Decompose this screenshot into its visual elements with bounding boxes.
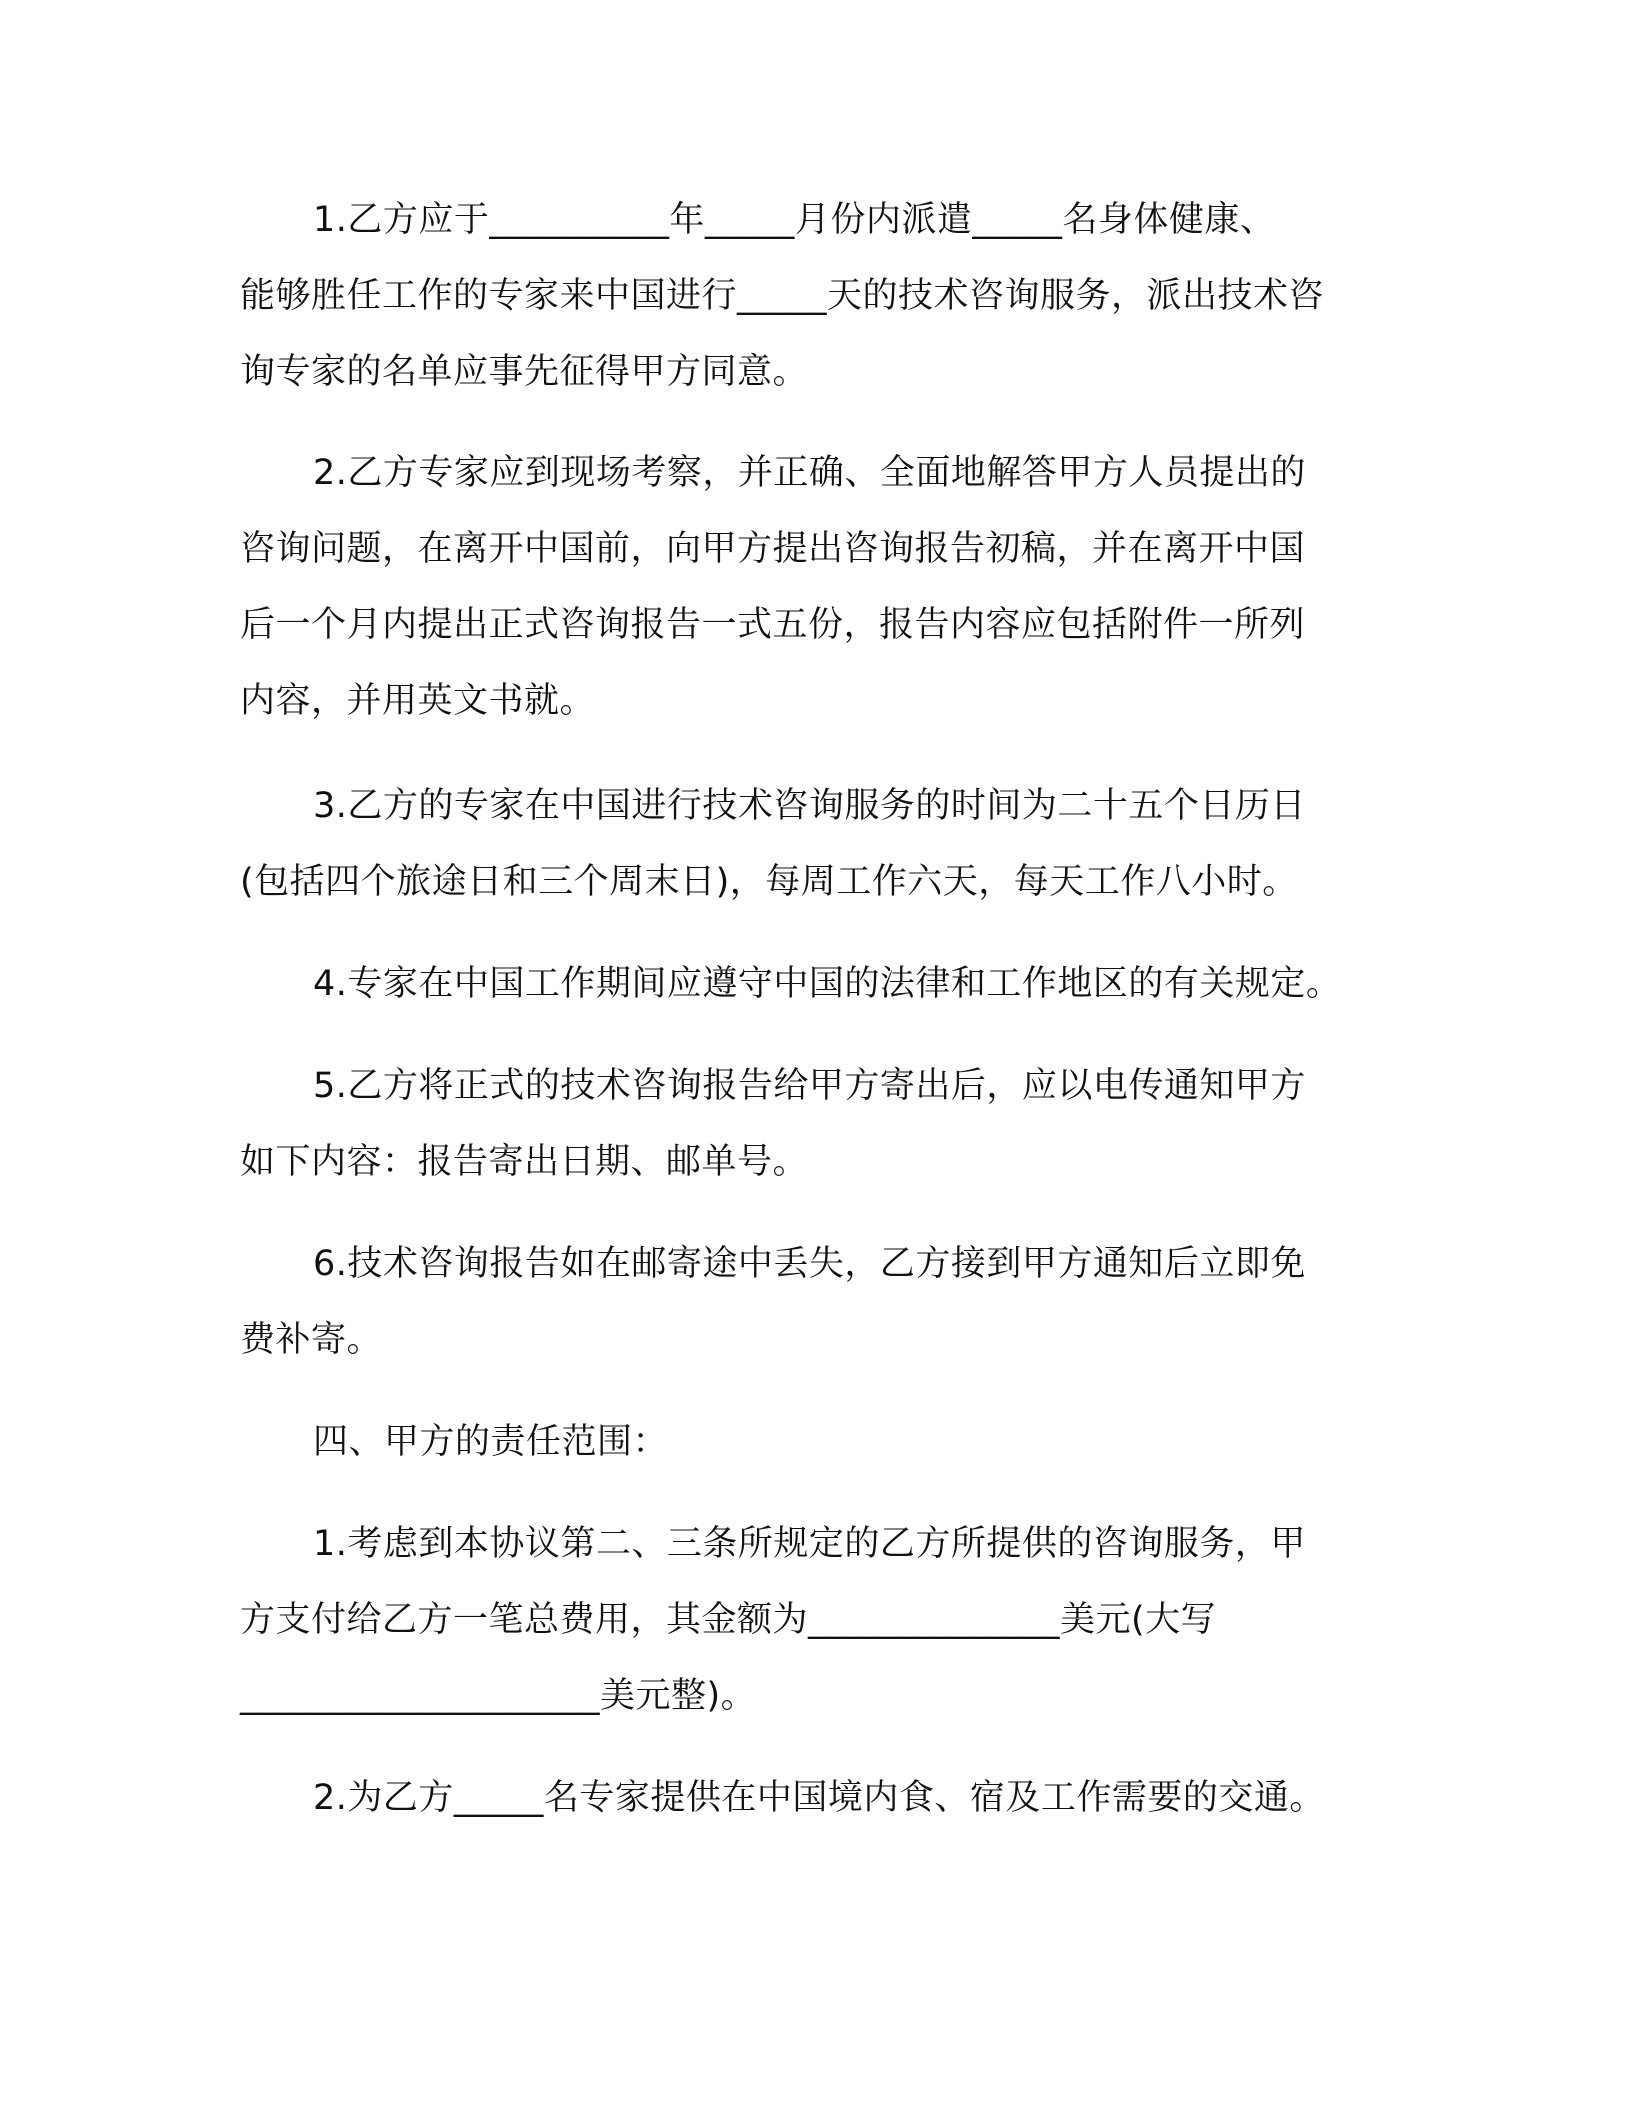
clause-1-line-2: 能够胜任工作的专家来中国进行_____天的技术咨询服务，派出技术咨: [240, 276, 1325, 316]
section-4-clause-1-line-1: 1.考虑到本协议第二、三条所规定的乙方所提供的咨询服务，甲: [313, 1524, 1306, 1564]
section-4-heading: 四、甲方的责任范围：: [313, 1422, 669, 1462]
clause-4-line-1: 4.专家在中国工作期间应遵守中国的法律和工作地区的有关规定。: [313, 964, 1342, 1004]
section-4-clause-1-line-2: 方支付给乙方一笔总费用，其金额为______________美元(大写: [240, 1600, 1217, 1640]
clause-5-line-1: 5.乙方将正式的技术咨询报告给甲方寄出后，应以电传通知甲方: [313, 1066, 1306, 1106]
clause-6-line-2: 费补寄。: [240, 1320, 383, 1360]
clause-1-line-3: 询专家的名单应事先征得甲方同意。: [240, 352, 809, 392]
clause-2-line-4: 内容，并用英文书就。: [240, 681, 596, 721]
section-4-clause-1-line-3: ____________________美元整)。: [240, 1676, 757, 1716]
clause-2-line-3: 后一个月内提出正式咨询报告一式五份，报告内容应包括附件一所列: [240, 605, 1306, 645]
section-4-clause-2-line-1: 2.为乙方_____名专家提供在中国境内食、宿及工作需要的交通。: [313, 1778, 1325, 1818]
clause-2-line-1: 2.乙方专家应到现场考察，并正确、全面地解答甲方人员提出的: [313, 453, 1306, 493]
clause-1-line-1: 1.乙方应于__________年_____月份内派遣_____名身体健康、: [313, 200, 1276, 240]
clause-2-line-2: 咨询问题，在离开中国前，向甲方提出咨询报告初稿，并在离开中国: [240, 529, 1306, 569]
clause-3-line-2: (包括四个旅途日和三个周末日)，每周工作六天，每天工作八小时。: [240, 862, 1298, 902]
clause-5-line-2: 如下内容：报告寄出日期、邮单号。: [240, 1142, 809, 1182]
clause-3-line-1: 3.乙方的专家在中国进行技术咨询服务的时间为二十五个日历日: [313, 786, 1306, 826]
clause-6-line-1: 6.技术咨询报告如在邮寄途中丢失，乙方接到甲方通知后立即免: [313, 1244, 1306, 1284]
